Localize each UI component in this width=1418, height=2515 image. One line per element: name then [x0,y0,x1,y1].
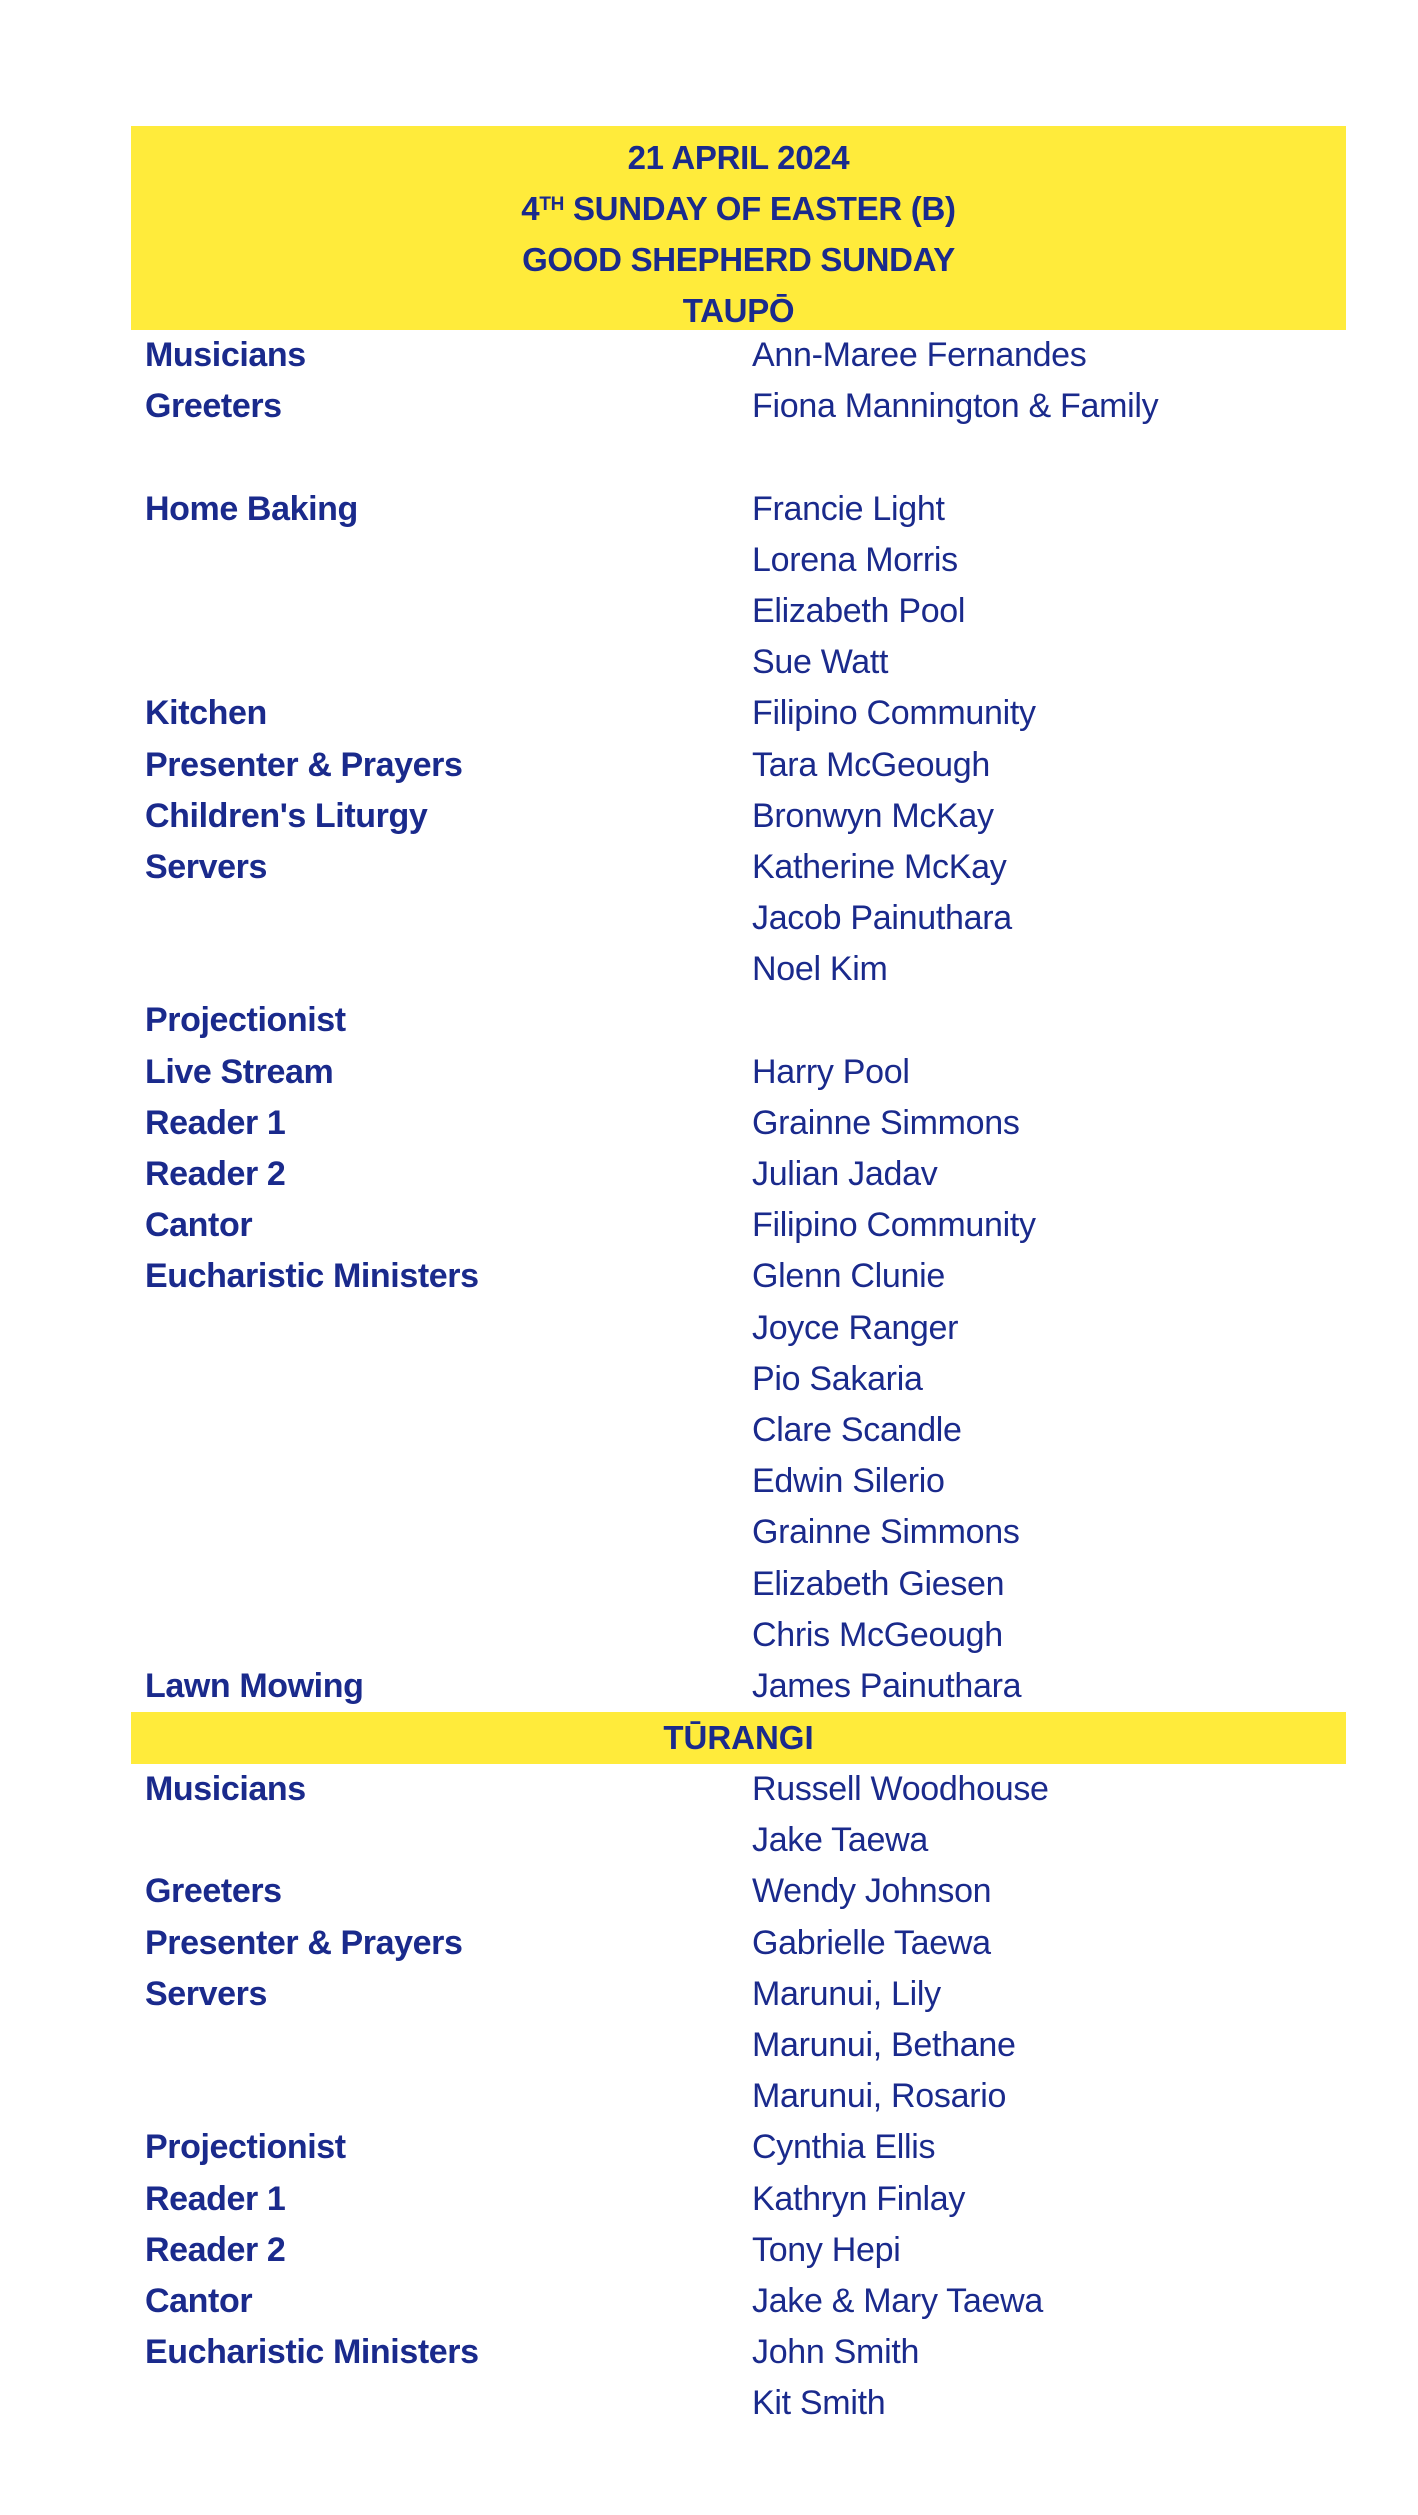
role-label: Reader 2 [145,1155,286,1193]
roster-row [131,1507,1346,1558]
roster-row [131,2225,1346,2276]
role-label: Reader 2 [145,2230,286,2269]
volunteer-name: Marunui, Bethane [752,2026,1016,2064]
volunteer-name: Elizabeth Giesen [752,1564,1005,1603]
location-taupo: TAUPŌ [682,292,795,329]
role-label: Reader 1 [145,2179,286,2218]
roster-row [131,1866,1346,1917]
turangi-roster [131,1764,1346,2429]
volunteer-name: Noel Kim [752,950,888,989]
roster-row [131,330,1346,381]
role-label: Presenter & Prayers [145,1923,463,1962]
role-label: Live Stream [145,1052,334,1091]
volunteer-name: Bronwyn McKay [752,796,994,835]
volunteer-name: Clare Scandle [752,1410,962,1449]
roster-row [131,2327,1346,2378]
roster-row [131,2122,1346,2173]
volunteer-name: Filipino Community [752,694,1036,733]
volunteer-name: Francie Light [752,489,945,528]
roster-row [131,2378,1346,2429]
roster-row [131,791,1346,842]
role-label: Servers [145,847,267,886]
roster-row [131,944,1346,995]
roster-row [131,535,1346,586]
volunteer-name: Julian Jadav [752,1155,938,1193]
volunteer-name: Wendy Johnson [752,1872,992,1911]
roster-row [131,893,1346,944]
roster-row [131,1969,1346,2020]
role-label: Cantor [145,2281,253,2320]
volunteer-name: James Painuthara [752,1666,1022,1705]
roster-row [131,1559,1346,1610]
roster-sheet [131,126,1346,2430]
roster-row [131,381,1346,432]
service-date: 21 APRIL 2024 [627,139,850,176]
volunteer-name: Gabrielle Taewa [752,1923,991,1962]
role-label: Musicians [145,336,306,374]
role-label: Children's Liturgy [145,796,428,835]
role-label: Eucharistic Ministers [145,2333,479,2372]
roster-row [131,995,1346,1046]
roster-row [131,1610,1346,1661]
volunteer-name: Marunui, Lily [752,1974,941,2013]
roster-row [131,2276,1346,2327]
roster-row [131,2174,1346,2225]
role-label: Reader 1 [145,1103,286,1142]
volunteer-name: Katherine McKay [752,847,1007,886]
roster-row [131,842,1346,893]
roster-row [131,1918,1346,1969]
volunteer-name: Marunui, Rosario [752,2077,1007,2116]
roster-row [131,1815,1346,1866]
role-label: Lawn Mowing [145,1666,364,1705]
sunday-name: SUNDAY OF EASTER (B) [572,190,956,227]
roster-row [131,740,1346,791]
volunteer-name: Harry Pool [752,1052,910,1091]
roster-row [131,1405,1346,1456]
role-label: Musicians [145,1770,306,1809]
roster-row [131,1149,1346,1200]
sunday-title [131,183,1346,234]
role-label: Servers [145,1974,267,2013]
role-label: Greeters [145,1872,282,1911]
volunteer-name: Fiona Mannington & Family [752,387,1159,426]
volunteer-name: Tara McGeough [752,745,991,784]
role-label: Eucharistic Ministers [145,1257,479,1296]
volunteer-name: Pio Sakaria [752,1359,923,1398]
volunteer-name: Elizabeth Pool [752,591,966,630]
header-banner [131,126,1346,330]
role-label: Greeters [145,387,282,426]
volunteer-name: Joyce Ranger [752,1308,959,1347]
volunteer-name: Jake & Mary Taewa [752,2281,1043,2320]
roster-row [131,1661,1346,1712]
volunteer-name: Glenn Clunie [752,1257,945,1296]
roster-row [131,484,1346,535]
volunteer-name: Lorena Morris [752,540,958,579]
roster-row [131,1456,1346,1507]
roster-row [131,1354,1346,1405]
roster-row [131,688,1346,739]
roster-row [131,2071,1346,2122]
roster-row [131,1251,1346,1302]
volunteer-name: Kathryn Finlay [752,2179,966,2218]
roster-row [131,1303,1346,1354]
roster-row [131,586,1346,637]
role-label: Projectionist [145,1001,346,1040]
volunteer-name: Kit Smith [752,2384,886,2423]
roster-row [131,1200,1346,1251]
role-label: Cantor [145,1206,253,1245]
volunteer-name: Ann-Maree Fernandes [752,336,1087,374]
sunday-ordinal: TH [539,194,565,215]
volunteer-name: Jacob Painuthara [752,899,1012,938]
role-label: Presenter & Prayers [145,745,463,784]
volunteer-name: Tony Hepi [752,2230,901,2269]
roster-row [131,1047,1346,1098]
roster-row [131,2020,1346,2071]
role-label: Projectionist [145,2128,346,2167]
volunteer-name: Edwin Silerio [752,1462,945,1501]
taupo-roster [131,330,1346,1712]
roster-row [131,1764,1346,1815]
volunteer-name: John Smith [752,2333,920,2372]
role-label: Kitchen [145,694,267,733]
volunteer-name: Grainne Simmons [752,1513,1020,1552]
volunteer-name: Cynthia Ellis [752,2128,936,2167]
occasion-title: GOOD SHEPHERD SUNDAY [522,241,955,278]
volunteer-name: Jake Taewa [752,1821,928,1860]
volunteer-name: Chris McGeough [752,1615,1003,1654]
volunteer-name: Russell Woodhouse [752,1770,1049,1809]
volunteer-name: Grainne Simmons [752,1103,1020,1142]
role-label: Home Baking [145,489,358,528]
sunday-number: 4 [521,190,540,227]
volunteer-name: Sue Watt [752,643,889,682]
volunteer-name: Filipino Community [752,1206,1036,1245]
turangi-banner: TŪRANGI [131,1712,1346,1764]
roster-row [131,637,1346,688]
roster-row [131,1098,1346,1149]
roster-row [131,432,1346,483]
